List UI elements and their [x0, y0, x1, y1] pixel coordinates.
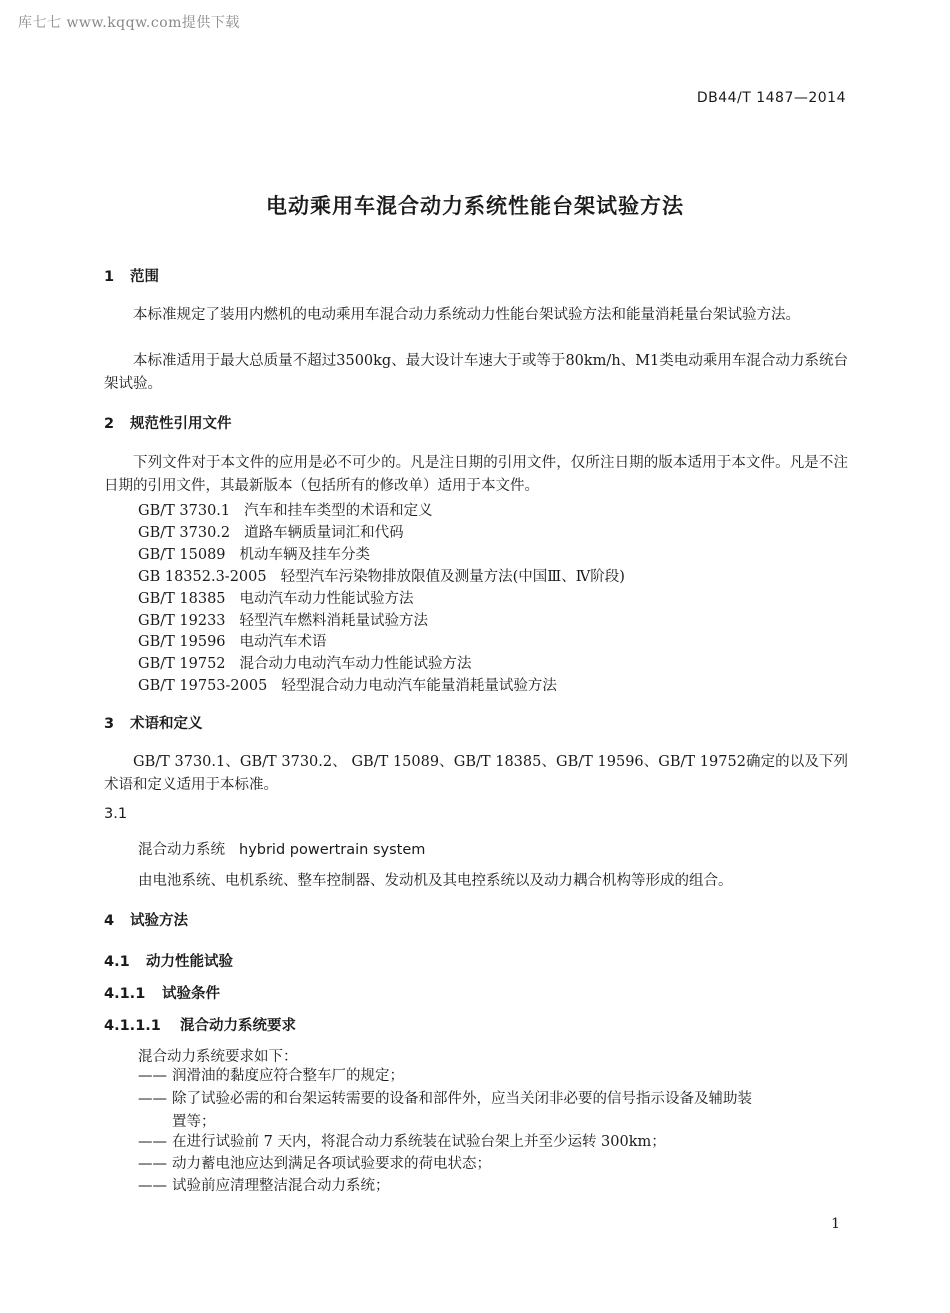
section-number: 4: [104, 913, 115, 929]
standard-number: DB44/T 1487—2014: [696, 90, 846, 106]
term-chinese: 混合动力系统: [138, 842, 225, 858]
paragraph: 下列文件对于本文件的应用是必不可少的。凡是注日期的引用文件，仅所注日期的版本适用于本文件。凡是不注日期的引用文件，其最新版本（包括所有的修改单）适用于本文件。: [104, 455, 848, 494]
section-title: 试验条件: [162, 986, 220, 1002]
section-1-heading: [104, 265, 159, 286]
dash-marker: ——: [138, 1134, 167, 1150]
dash-marker: ——: [138, 1178, 167, 1194]
reference-item: [138, 565, 625, 586]
reference-title: 汽车和挂车类型的术语和定义: [244, 503, 433, 519]
section-title: 范围: [130, 269, 159, 285]
section-number: 2: [104, 416, 115, 432]
reference-code: GB/T 19596: [138, 634, 226, 650]
page-number: 1: [831, 1216, 840, 1232]
section-title: 动力性能试验: [146, 954, 233, 970]
paragraph: 本标准适用于最大总质量不超过3500kg、最大设计车速大于或等于80km/h、M1类电动乘用车混合动力系统台架试验。: [104, 353, 848, 392]
list-item-text: 试验前应清理整洁混合动力系统；: [172, 1178, 390, 1194]
reference-title: 道路车辆质量词汇和代码: [244, 525, 404, 541]
reference-title: 机动车辆及挂车分类: [239, 547, 371, 563]
reference-item: [138, 587, 414, 608]
reference-item: [138, 521, 404, 542]
reference-item: [138, 609, 428, 630]
section-number: 4.1.1: [104, 986, 146, 1002]
dash-marker: ——: [138, 1068, 167, 1084]
term-english: hybrid powertrain system: [239, 842, 426, 858]
paragraph: GB/T 3730.1、GB/T 3730.2、 GB/T 15089、GB/T 18385、GB/T 19596、GB/T 19752确定的以及下列术语和定义适用于本标准。: [104, 754, 848, 793]
reference-item: [138, 674, 557, 695]
watermark: 库七七 www.kqqw.com提供下载: [18, 15, 240, 31]
reference-title: 轻型混合动力电动汽车能量消耗量试验方法: [281, 678, 557, 694]
term-entry: [138, 838, 425, 859]
section-2-heading: [104, 412, 232, 433]
list-item-text: 动力蓄电池应达到满足各项试验要求的荷电状态；: [172, 1156, 491, 1172]
reference-code: GB/T 15089: [138, 547, 226, 563]
reference-title: 混合动力电动汽车动力性能试验方法: [239, 656, 472, 672]
section-title: 混合动力系统要求: [180, 1018, 296, 1034]
section-number: 3: [104, 716, 115, 732]
section-title: 术语和定义: [130, 716, 203, 732]
section-4-heading: [104, 909, 188, 930]
reference-title: 电动汽车动力性能试验方法: [239, 591, 414, 607]
paragraph: 本标准规定了装用内燃机的电动乘用车混合动力系统动力性能台架试验方法和能量消耗量台架试验方法。: [133, 307, 800, 323]
subsection-number: 3.1: [104, 806, 128, 822]
list-item: [138, 1088, 848, 1134]
list-item: [138, 1131, 848, 1154]
list-item-text: 除了试验必需的和台架运转需要的设备和部件外，应当关闭非必要的信号指示设备及辅助装: [172, 1091, 752, 1107]
section-title: 规范性引用文件: [130, 416, 232, 432]
reference-title: 电动汽车术语: [239, 634, 327, 650]
dash-marker: ——: [138, 1091, 167, 1107]
list-item: [138, 1065, 848, 1088]
dash-marker: ——: [138, 1156, 167, 1172]
reference-item: [138, 652, 472, 673]
document-title: 电动乘用车混合动力系统性能台架试验方法: [266, 194, 684, 218]
list-item-text: 在进行试验前 7 天内，将混合动力系统装在试验台架上并至少运转 300km；: [172, 1134, 666, 1150]
section-3-heading: [104, 712, 203, 733]
section-4-1-heading: [104, 950, 233, 971]
list-item: [138, 1153, 848, 1176]
list-intro: 混合动力系统要求如下：: [138, 1049, 298, 1065]
reference-code: GB/T 18385: [138, 591, 226, 607]
reference-item: [138, 499, 433, 520]
list-item: [138, 1175, 848, 1198]
section-number: 4.1.1.1: [104, 1018, 161, 1034]
reference-code: GB/T 19753-2005: [138, 678, 268, 694]
reference-title: 轻型汽车燃料消耗量试验方法: [239, 613, 429, 629]
list-item-continuation: 置等；: [172, 1114, 216, 1130]
reference-item: [138, 543, 370, 564]
term-definition: 由电池系统、电机系统、整车控制器、发动机及其电控系统以及动力耦合机构等形成的组合。: [138, 873, 733, 889]
section-4-1-1-heading: [104, 982, 220, 1003]
reference-code: GB/T 19233: [138, 613, 226, 629]
reference-title: 轻型汽车污染物排放限值及测量方法(中国Ⅲ、Ⅳ阶段): [280, 569, 625, 585]
reference-code: GB/T 3730.2: [138, 525, 231, 541]
section-number: 1: [104, 269, 115, 285]
section-4-1-1-1-heading: [104, 1014, 296, 1035]
section-number: 4.1: [104, 954, 130, 970]
reference-code: GB/T 19752: [138, 656, 226, 672]
section-title: 试验方法: [130, 913, 188, 929]
list-item-text: 润滑油的黏度应符合整车厂的规定；: [172, 1068, 404, 1084]
reference-code: GB/T 3730.1: [138, 503, 231, 519]
reference-code: GB 18352.3-2005: [138, 569, 267, 585]
reference-item: [138, 630, 327, 651]
